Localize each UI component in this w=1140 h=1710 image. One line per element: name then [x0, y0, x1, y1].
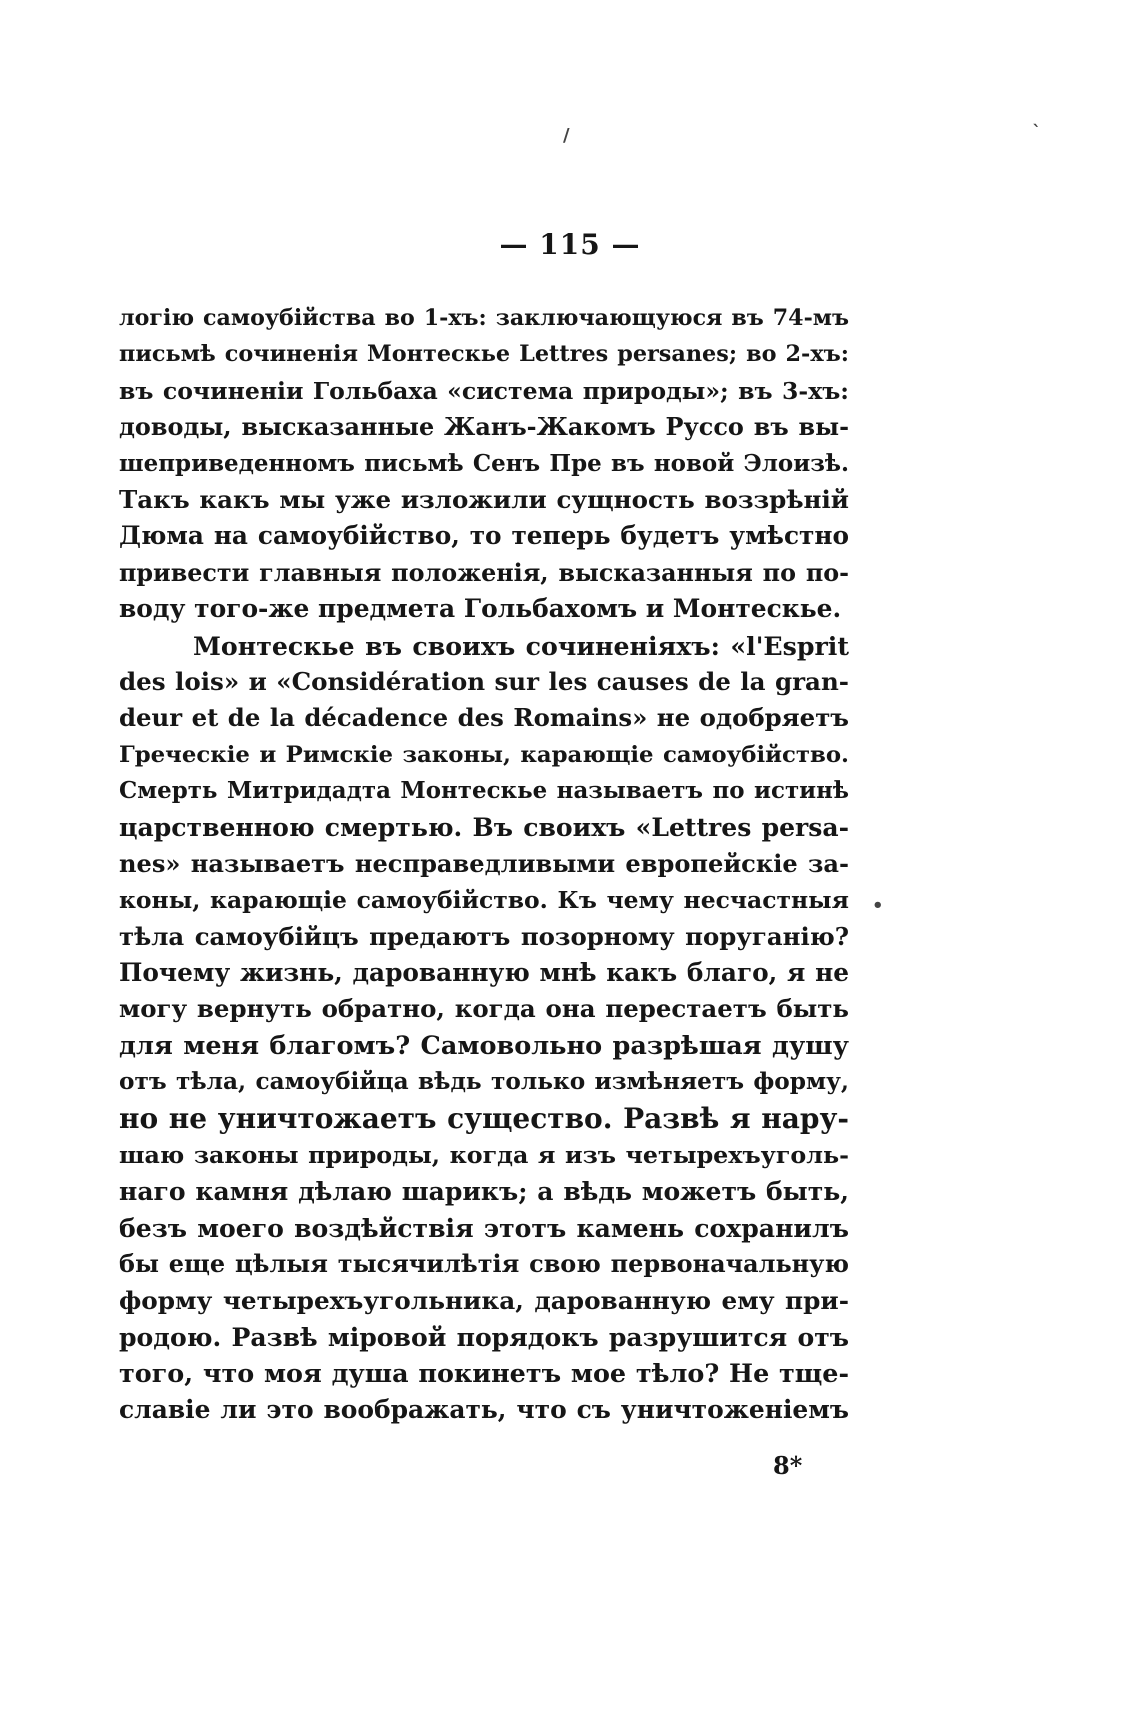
text-line: привести главныя положенія, высказанныя по по-	[119, 558, 849, 587]
paragraph-start-line: Монтескье въ своихъ сочиненіяхъ: «l'Esprit	[193, 630, 849, 661]
text-line: доводы, высказанные Жанъ-Жакомъ Руссо въ вы-	[119, 413, 849, 442]
text-line: Греческіе и Римскіе законы, карающіе самоубійство.	[119, 741, 849, 768]
text-line: Дюма на самоубійство, то теперь будетъ умѣстно	[119, 521, 849, 551]
text-line: шеприведенномъ письмѣ Сенъ Пре въ новой Элоизѣ.	[119, 449, 849, 477]
page-number: — 115 —	[499, 228, 641, 261]
text-line: царственною смертью. Въ своихъ «Lettres persa-	[119, 812, 849, 843]
text-line: славіе ли это воображать, что съ уничтоженіемъ	[119, 1394, 849, 1424]
text-line: deur et de la décadence des Romains» не одобряетъ	[119, 703, 849, 733]
text-line: nes» называетъ несправедливыми европейскіе за-	[119, 848, 849, 878]
print-speck: /	[563, 125, 570, 146]
text-line: Такъ какъ мы уже изложили сущность воззрѣній	[119, 484, 849, 514]
text-line: родою. Развѣ міровой порядокъ разрушится отъ	[119, 1321, 849, 1352]
print-speck: •	[872, 895, 884, 916]
text-line: шаю законы природы, когда я изъ четырехъуголь-	[119, 1140, 849, 1169]
print-speck: `	[1032, 122, 1041, 143]
text-line: форму четырехъугольника, дарованную ему при-	[119, 1285, 849, 1315]
signature-mark: 8*	[773, 1451, 803, 1480]
text-line: для меня благомъ? Самовольно разрѣшая душу	[119, 1030, 849, 1061]
paragraph-end-line: воду того-же предмета Гольбахомъ и Монтескье.	[119, 594, 842, 624]
text-line: наго камня дѣлаю шарикъ; а вѣдь можетъ быть,	[119, 1176, 849, 1207]
text-line: могу вернуть обратно, когда она перестаетъ быть	[119, 994, 849, 1024]
text-line: des lois» и «Considération sur les causes de la gran-	[119, 666, 849, 696]
text-line: въ сочиненіи Гольбаха «система природы»; въ 3-хъ:	[119, 376, 849, 405]
text-line: Почему жизнь, дарованную мнѣ какъ благо, я не	[119, 958, 849, 988]
text-line: бы еще цѣлыя тысячилѣтія свою первоначальную	[119, 1250, 849, 1279]
text-line: того, что моя душа покинетъ мое тѣло? Не тще-	[119, 1358, 849, 1389]
body-text	[119, 300, 849, 1428]
text-line: письмѣ сочиненія Монтескье Lettres persanes; во 2-хъ:	[119, 341, 849, 368]
text-line: Смерть Митридадта Монтескье называетъ по истинѣ	[119, 777, 849, 805]
text-line: безъ моего воздѣйствія этотъ камень сохранилъ	[119, 1212, 849, 1243]
text-line: отъ тѣла, самоубійца вѣдь только измѣняетъ форму,	[119, 1068, 849, 1096]
text-line: тѣла самоубійцъ предаютъ позорному поруганію?	[119, 921, 849, 951]
text-line: коны, карающіе самоубійство. Къ чему несчастныя	[119, 886, 849, 915]
text-line: но не уничтожаетъ существо. Развѣ я нару-	[119, 1101, 849, 1135]
text-line: логію самоубійства во 1-хъ: заключающуюся въ 74-мъ	[119, 305, 849, 331]
